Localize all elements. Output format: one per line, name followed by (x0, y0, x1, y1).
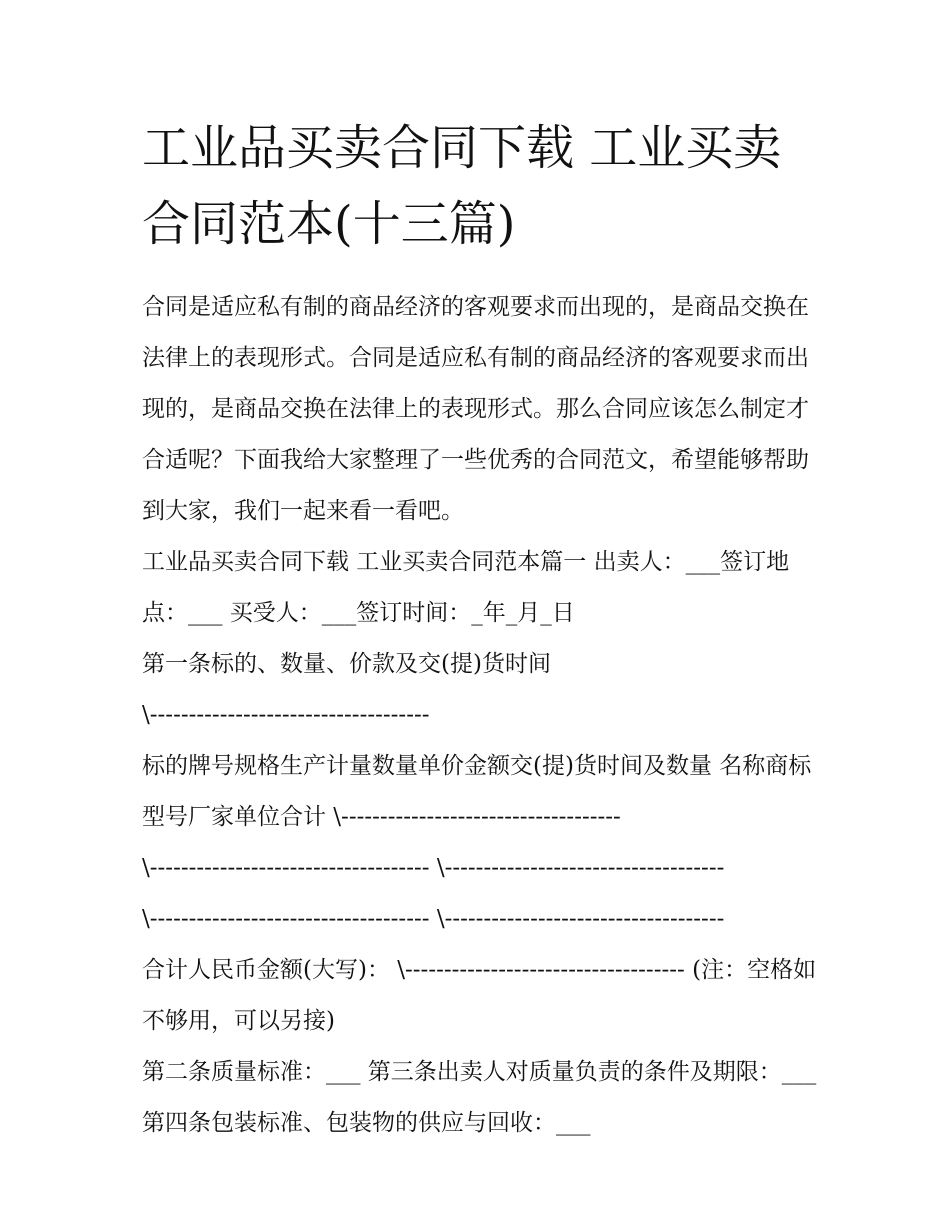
document-page (142, 110, 822, 1149)
articles-two-to-four-paragraph: 第二条质量标准：___ 第三条出卖人对质量负责的条件及期限：___ 第四条包装标准、包装物的供应与回收：___ (142, 1059, 817, 1136)
document-title (142, 110, 822, 262)
total-amount-paragraph: 合计人民币金额(大写)： \------------------------------------ (注：空格如不够用，可以另接) (142, 957, 817, 1034)
table-separator-line: \------------------------------------ (142, 702, 430, 728)
table-row-line: \------------------------------------ \------------------------------------ (142, 906, 725, 932)
table-row-line: \------------------------------------ \------------------------------------ (142, 855, 725, 881)
table-header-paragraph: 标的牌号规格生产计量数量单价金额交(提)货时间及数量 名称商标型号厂家单位合计 \------------------------------------ (142, 753, 812, 830)
title-line-1: 工业品买卖合同下载 工业买卖 (142, 120, 782, 176)
contract-header-paragraph: 工业品买卖合同下载 工业买卖合同范本篇一 出卖人：___签订地点：___ 买受人：___签订时间：_年_月_日 (142, 549, 790, 626)
title-line-2: 合同范本(十三篇) (142, 196, 516, 252)
article-one-heading: 第一条标的、数量、价款及交(提)货时间 (142, 651, 551, 677)
intro-paragraph: 合同是适应私有制的商品经济的客观要求而出现的，是商品交换在法律上的表现形式。合同是适应私有制的商品经济的客观要求而出现的，是商品交换在法律上的表现形式。那么合同应该怎么制定才合适呢？下面我给大家整理了一些优秀的合同范文，希望能够帮助到大家，我们一起来看一看吧。 (142, 294, 809, 524)
document-body (142, 282, 822, 1149)
